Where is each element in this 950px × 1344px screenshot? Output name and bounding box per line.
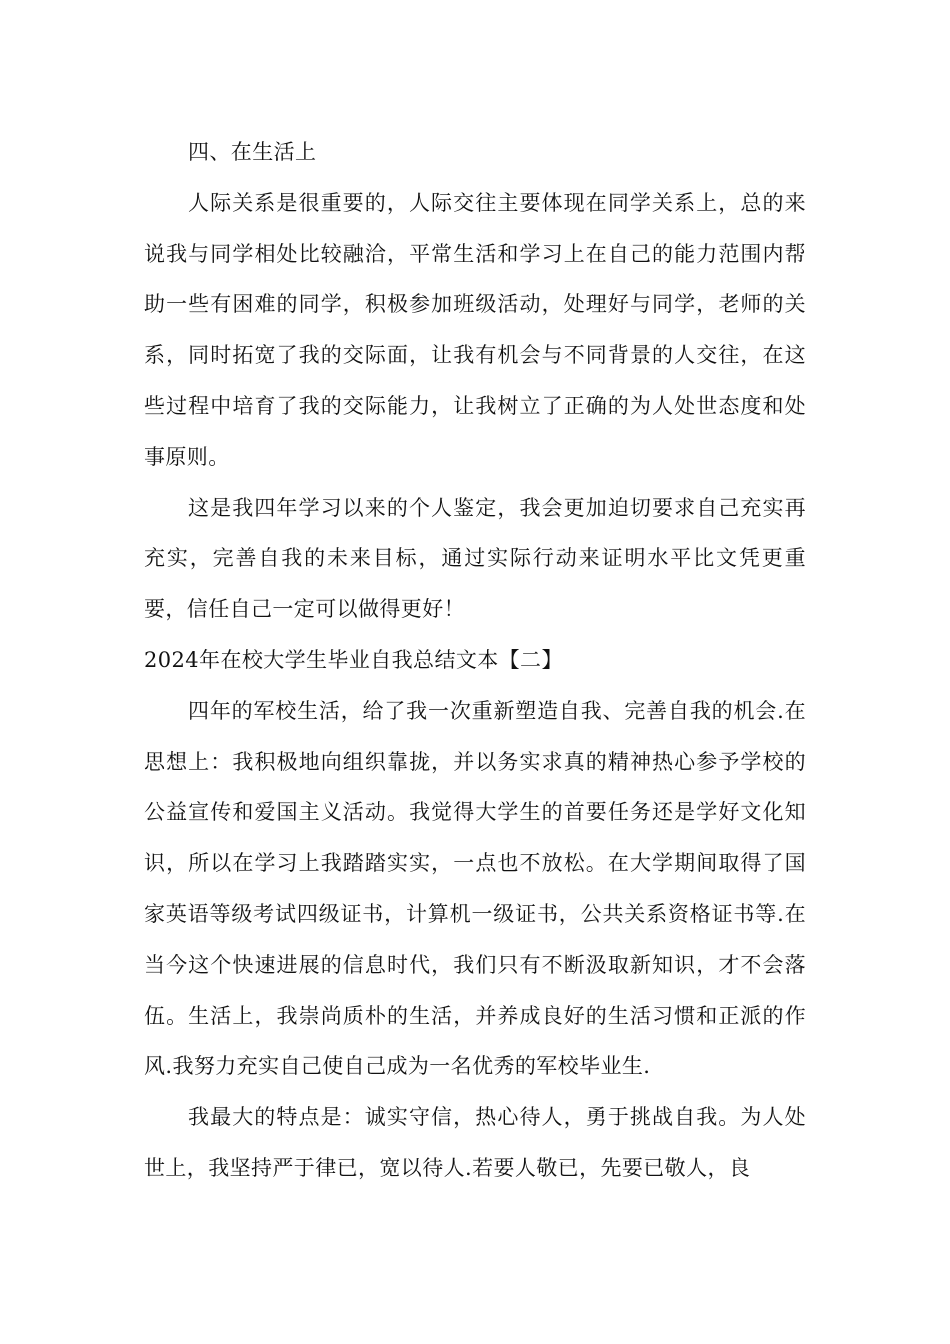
paragraph-military-school-life: 四年的军校生活，给了我一次重新塑造自我、完善自我的机会.在思想上：我积极地向组织靠拢，并以务实求真的精神热心参予学校的公益宣传和爱国主义活动。我觉得大学生的首要任务还是学好文化知识，所以在学习上我踏踏实实，一点也不放松。在大学期间取得了国家英语等级考试四级证书，计算机一级证书，公共关系资格证书等.在当今这个快速进展的信息时代，我们只有不断汲取新知识，才不会落伍。生活上，我崇尚质朴的生活，并养成良好的生活习惯和正派的作风.我努力充实自己使自己成为一名优秀的军校毕业生. (144, 698, 806, 1079)
paragraph-self-appraisal-conclusion: 这是我四年学习以来的个人鉴定，我会更加迫切要求自己充实再充实，完善自我的未来目标，通过实际行动来证明水平比文凭更重要，信任自己一定可以做得更好！ (144, 495, 806, 622)
document-body (144, 127, 806, 1194)
section-heading-life: 四、在生活上 (188, 140, 317, 164)
section-title-part-two: 2024年在校大学生毕业自我总结文本【二】 (144, 647, 563, 672)
paragraph-personal-traits: 我最大的特点是：诚实守信，热心待人，勇于挑战自我。为人处世上，我坚持严于律已，宽以待人.若要人敬已，先要已敬人，良 (144, 1105, 806, 1180)
paragraph-interpersonal-relations: 人际关系是很重要的，人际交往主要体现在同学关系上，总的来说我与同学相处比较融洽，平常生活和学习上在自己的能力范围内帮助一些有困难的同学，积极参加班级活动，处理好与同学，老师的关系，同时拓宽了我的交际面，让我有机会与不同背景的人交往，在这些过程中培育了我的交际能力，让我树立了正确的为人处世态度和处事原则。 (144, 190, 806, 469)
